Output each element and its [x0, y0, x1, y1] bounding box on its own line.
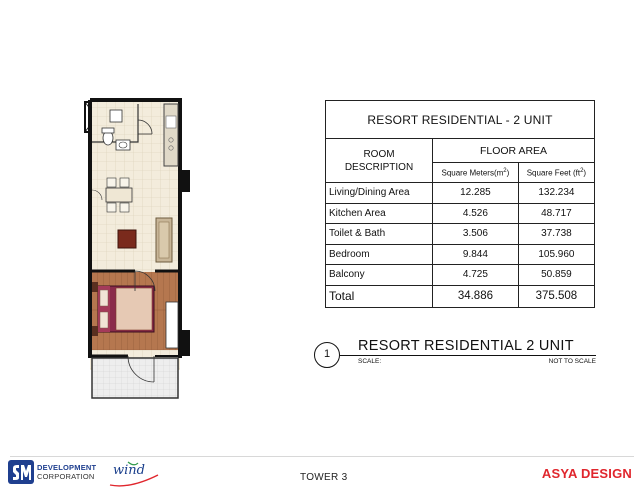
- sqm-value: 4.526: [433, 203, 519, 224]
- sqm-value: 4.725: [433, 265, 519, 286]
- table-row: [326, 203, 595, 224]
- designer-logo: ASYA DESIGN: [541, 466, 632, 481]
- table-row: [326, 265, 595, 286]
- table-title: RESORT RESIDENTIAL - 2 UNIT: [326, 101, 595, 139]
- scale-value: NOT TO SCALE: [548, 358, 596, 365]
- table-row: [326, 224, 595, 245]
- balcony-floor: [92, 358, 178, 398]
- floor-area-table: [325, 100, 595, 308]
- table-row: [326, 183, 595, 204]
- sqm-header: Square $Meters(m^2)$: [433, 163, 519, 183]
- sqm-value: 3.506: [433, 224, 519, 245]
- room-description-header: ROOM DESCRIPTION: [326, 139, 433, 183]
- coffee-table: [118, 230, 136, 248]
- sqm-value: 9.844: [433, 244, 519, 265]
- total-sqm: 34.886: [433, 285, 519, 307]
- sqm-value: 12.285: [433, 183, 519, 204]
- sqft-value: 50.859: [518, 265, 594, 286]
- sqft-value: 105.960: [518, 244, 594, 265]
- tower-label: TOWER 3: [300, 472, 348, 483]
- room-name: Kitchen Area: [326, 203, 433, 224]
- wardrobe: [166, 302, 178, 348]
- footer-divider: [10, 456, 634, 457]
- developer-name: DEVELOPMENT CORPORATION: [37, 463, 97, 481]
- scale-label: SCALE:: [358, 358, 382, 365]
- bed: [92, 282, 154, 336]
- room-name: Living/Dining Area: [326, 183, 433, 204]
- sqft-value: 48.717: [518, 203, 594, 224]
- room-name: Balcony: [326, 265, 433, 286]
- total-label: Total: [326, 285, 433, 307]
- drawing-title-block: [312, 338, 598, 370]
- sqft-value: 37.738: [518, 224, 594, 245]
- sofa: [156, 218, 172, 262]
- title-underline: [340, 355, 596, 356]
- total-sqft: 375.508: [518, 285, 594, 307]
- floor-area-header: FLOOR AREA: [433, 139, 595, 163]
- sqft-value: 132.234: [518, 183, 594, 204]
- column: [178, 330, 190, 356]
- total-row: [326, 285, 595, 307]
- drawing-title: RESORT RESIDENTIAL 2 UNIT: [358, 338, 574, 354]
- drawing-number: 1: [314, 342, 340, 368]
- column: [178, 170, 190, 192]
- sm-logo-icon: [8, 460, 34, 484]
- wind-logo-text: wind: [113, 463, 145, 478]
- table-row: [326, 244, 595, 265]
- floor-plan: [80, 90, 200, 430]
- sqft-header: Square Feet $(ft^2)$: [518, 163, 594, 183]
- room-name: Bedroom: [326, 244, 433, 265]
- kitchen-counter: [164, 104, 178, 166]
- room-name: Toilet & Bath: [326, 224, 433, 245]
